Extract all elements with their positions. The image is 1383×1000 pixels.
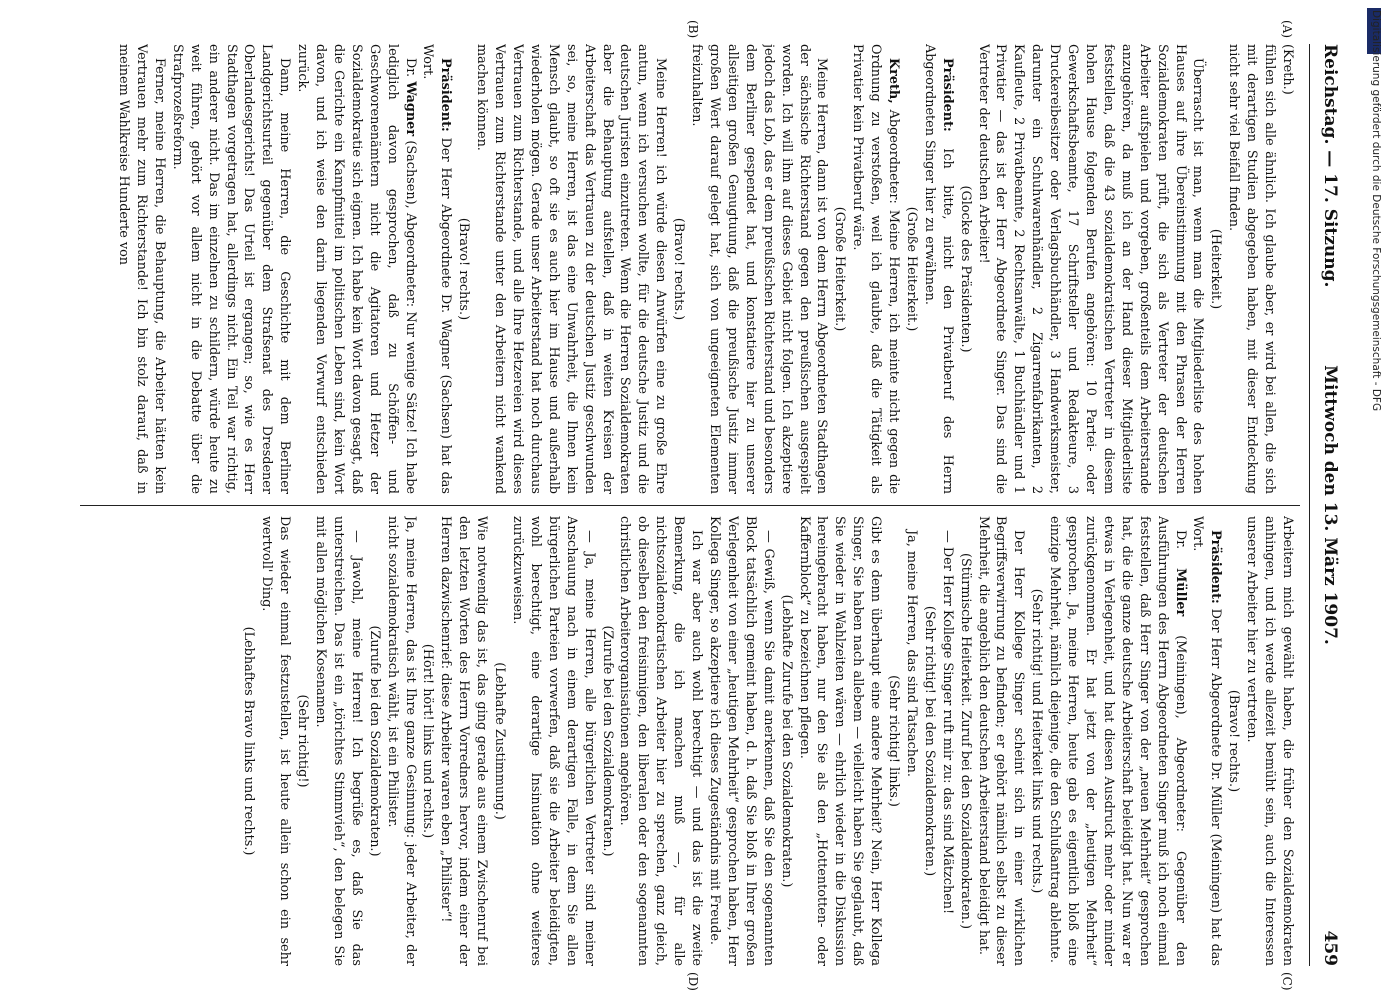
paragraph: (Bravo! rechts.)	[1226, 689, 1242, 793]
paragraph: Wie notwendig das ist, das ging gerade aus einem Zwischenruf bei den letzten Worten des Herrn Vorredners hervor, indem einer der Herren dazwischenrief: diese Arbeiter waren eben „Philister“!	[438, 516, 490, 966]
paragraph: (Kreth.)	[1280, 44, 1295, 95]
header-rule	[1309, 44, 1310, 966]
paragraph: (Bravo! rechts.)	[456, 217, 472, 321]
document-page	[55, 20, 1340, 991]
paragraph: Dr. Wagner (Sachsen), Abgeordneter: Nur wenige Sätze! Ich habe lediglich davon gesprochen, daß zu Schöffen- und Geschworenenämtern nicht die Agitatoren und Hetzer der Sozialdemokratie sich eignen. Ich habe kein Wort davon gesagt, daß die Gerichte ein Kampfmittel im politischen Leben sind, kein Wort davon, und ich weise den darin liegenden Vorwurf entschieden zurück.	[295, 44, 418, 494]
margin-marker-c: (C)	[1280, 972, 1294, 991]
paragraph: (Bravo! rechts.)	[671, 217, 687, 321]
right-column	[71, 516, 1296, 966]
paragraph: (Stürmische Heiterkeit. Zuruf bei den Sozialdemokraten.)	[957, 553, 973, 929]
paragraph: Kreth, Abgeordneter: Meine Herren, ich meinte nicht gegen die Ordnung zu verstoßen, weil ich glaubte, daß die Tätigkeit als Privatier kein Privatberuf wäre.	[850, 44, 902, 494]
paragraph: Präsident: Der Herr Abgeordnete Dr. Müller (Meiningen) hat das Wort.	[1190, 516, 1224, 966]
paragraph: Der Herr Kollege Singer scheint sich in einer wirklichen Begriffsverwirrung zu befinden; er gehört nämlich selbst zu dieser Mehrheit, die angeblich den deutschen Arbeiterstand beleidigt hat.	[975, 516, 1027, 966]
paragraph: (Sehr richtig!)	[295, 694, 311, 788]
paragraph: Präsident: Ich bitte, nicht den Privatberuf des Herrn Abgeordneten Singer hier zu erwähnen.	[921, 44, 955, 494]
paragraph: Ferner, meine Herren, die Behauptung, die Arbeiter hätten kein Vertrauen mehr zum Richterstande! Ich bin stolz darauf, daß in meinem Wahlkreise Hunderte von	[116, 44, 167, 494]
paragraph: Dann, meine Herren, die Geschichte mit dem Berliner Landgerichtsurteil gegenüber dem Strafsenat des Dresdener Oberlandesgerichts! Das Urteil ist ergangen; so, wie es Herr Stadthagen vorgetragen hat, allerdings nicht. Ein Teil war richtig, ein anderer nicht. Das im einzelnen zu schildern, würde heute zu weit führen, gehört vor allem nicht in die Debatte über die Strafprozeßreform.	[169, 44, 293, 494]
paragraph: — Jawohl, meine Herren! Ich begrüße es, daß Sie das unterstreichen. Das ist ein „törichtes Stimmvieh“, den belegen Sie mit allen möglichen Kosenamen.	[313, 516, 364, 966]
paragraph: (Glocke des Präsidenten.)	[957, 185, 973, 353]
paragraph: Ich war aber auch wohl berechtigt — und das ist die zweite Bemerkung, die ich machen muß —, für alle nichtsozialdemokratischen Arbeiter hier zu sprechen, ganz gleich, ob dieselben den freisinnigen, den liberalen oder den sogenannten christlichen Arbeiterorganisationen angehören.	[617, 516, 705, 966]
margin-marker-a: (A)	[1280, 20, 1294, 39]
column-rule	[80, 505, 1300, 506]
paragraph: (Heiterkeit.)	[1208, 228, 1224, 310]
paragraph: Gibt es denn überhaupt eine andere Mehrheit? Nein, Herr Kollega Singer, Sie haben nach allebem — vielleicht haben Sie geglaubt, daß Sie wieder in Wahlzeiten wären — ehrlich wieder in die Diskussion hereingebracht haben, nur den Sie als den „Hottentotten- oder Kaffernblock“ zu bezeichnen pflegen.	[796, 516, 884, 966]
margin-marker-b: (B)	[686, 20, 700, 39]
paragraph: — Ja, meine Herren, alle bürgerlichen Vertreter sind meiner Anschauung nach in einem derartigen Falle, in dem Sie allen bürgerlichen Parteien vorwerfen, daß sie die Arbeiter beleidigten, wohl berechtigt, eine derartige Insinuation ohne weiteres zurückzuweisen.	[510, 516, 597, 966]
paragraph: (Lebhafte Zurufe bei den Sozialdemokraten.)	[778, 594, 794, 888]
paragraph: Das wieder einmal festzustellen, ist heute allein schon ein sehr wertvoll' Ding.	[259, 516, 293, 966]
paragraph: fühlen sich alle ähnlich. Ich glaube aber, er wird bei allen, die sich mit derartigen Studien abgegeben haben, mit dieser Entdeckung nicht sehr viel Beifall finden.	[1226, 44, 1278, 494]
paragraph: Dr. Müller (Meiningen), Abgeordneter: Gegenüber den Ausführungen des Herrn Abgeordneten Singer muß ich noch einmal feststellen, daß Herr Singer von der „neuen Mehrheit“ gesprochen hat, die die ganze deutsche Arbeiterschaft beleidigt hat. Nun war er etwas in Verlegenheit, und hat diesen Ausdruck mehr oder minder zurückgenommen. Er hat jetzt von der „heutigen Mehrheit“ gesprochen. Ja, meine Herren, heute gab es eigentlich bloß eine einzige Mehrheit, nämlich diejenige, die den Schlußantrag ablehnte.	[1047, 516, 1188, 966]
paragraph: Präsident: Der Herr Abgeordnete Dr. Wagner (Sachsen) hat das Wort.	[420, 44, 454, 494]
left-column	[71, 44, 1296, 494]
paragraph: (Lebhaftes Bravo links und rechts.)	[241, 626, 257, 856]
paragraph: (Sehr richtig! und Heiterkeit links und rechts.)	[1029, 588, 1045, 894]
page-number: 459	[1320, 930, 1340, 966]
paragraph: (Sehr richtig! links.)	[886, 675, 902, 807]
paragraph: (Hört! hört! links und rechts.)	[420, 643, 436, 839]
paragraph: Ja, meine Herren, das ist Ihre ganze Gesinnung: jeder Arbeiter, der nicht sozialdemokratisch wählt, ist ein Philister.	[384, 516, 418, 966]
paragraph: Arbeitern mich gewählt haben, die früher den Sozialdemokraten anhingen, und ich werde allezeit bemüht sein, auch die Interessen unserer Arbeiter hier zu vertreten.	[1244, 516, 1295, 966]
paragraph: Ja, meine Herren, das sind Tatsachen.	[903, 530, 919, 777]
paragraph: (Lebhafte Zustimmung.)	[492, 662, 508, 820]
paragraph: (Große Heiterkeit.)	[832, 206, 848, 332]
header-session: Reichstag. — 17. Sitzung.	[1320, 44, 1340, 288]
paragraph: Meine Herren! ich würde diesen Anwürfen eine zu große Ehre antun, wenn ich versuchen wollte, für die deutsche Justiz und die deutschen Juristen einzutreten. Wenn die Herren Sozialdemokraten aber die Behauptung aufstellen, daß in weiten Kreisen der Arbeiterschaft das Vertrauen zu der deutschen Justiz geschwunden sei, so, meine Herren, ist das eine Unwahrheit, die Ihnen kein Mensch glaubt, so oft sie es auch hier im Hause und außerhalb wiederholen mögen. Gerade unser Arbeiterstand hat noch durchaus Vertrauen zum Richterstande, und alle Ihre Hetzereien wird dieses Vertrauen zum Richterstande unter den Arbeitern nicht wankend machen können.	[474, 44, 669, 494]
header-date: Mittwoch den 13. März 1907.	[1320, 365, 1340, 645]
paragraph: Meine Herren, dann ist von dem Herrn Abgeordneten Stadthagen der sächsische Richterstand gegen den preußischen ausgespielt worden. Ich will ihm auf dieses Gebiet nicht folgen. Ich akzeptiere jedoch das Lob, das er dem preußischen Richterstand und besonders dem Berliner gespendet hat, und konstatiere hier zu unserer allseitigen großen Genugtuung, daß die preußische Justiz immer großen Wert darauf gelegt hat, sich von ungeeigneten Elementen freizuhalten.	[689, 44, 830, 494]
paragraph: Überrascht ist man, wenn man die Mitgliederliste des hohen Hauses auf ihre Übereinstimmung mit den Phrasen der Herren Sozialdemokraten prüft, die sich als Vertreter der deutschen Arbeiter aufspielen und vorgeben, großenteils dem Arbeiterstande anzugehören, da muß ich an der Hand dieser Mitgliederliste feststellen, daß die 43 sozialdemokratischen Vertreter in diesem hohen Hause folgenden Berufen angehören: 10 Partei- oder Gewerkschaftsbeamte, 17 Schriftsteller und Redakteure, 3 Druckereibesitzer oder Verlagsbuchhändler, 3 Handwerksmeister, darunter ein Schuhwarenhändler, 2 Zigarrenfabrikanten, 2 Kaufleute, 2 Privatbeamte, 2 Rechtsanwälte, 1 Buchhändler und 1 Privatier — das ist der Herr Abgeordnete Singer. Das sind die Vertreter der deutschen Arbeiter!	[975, 44, 1206, 494]
paragraph: — Gewiß, wenn Sie damit anerkennen, daß Sie den sogenannten Block tatsächlich gemeint haben, d. h. daß Sie bloß in Ihrer großen Verlegenheit von einer „heutigen Mehrheit“ gesprochen haben, Herr Kollega Singer, so akzeptiere ich dieses Zugeständnis mit Freude.	[707, 516, 776, 966]
paragraph: (Zurufe bei den Sozialdemokraten.)	[366, 625, 382, 857]
paragraph: (Zurufe bei den Sozialdemokraten.)	[599, 625, 615, 857]
paragraph: (Sehr richtig! bei den Sozialdemokraten.)	[921, 605, 937, 877]
margin-marker-d: (D)	[686, 972, 700, 991]
paragraph: — Der Herr Kollege Singer ruft mir zu: das sind Mätzchen!	[939, 530, 955, 915]
digitization-credit: Digitalisierung gefördert durch die Deutsche Forschungsgemeinschaft - DFG	[1370, 10, 1382, 412]
page-header	[1314, 44, 1340, 966]
paragraph: (Große Heiterkeit.)	[903, 206, 919, 332]
